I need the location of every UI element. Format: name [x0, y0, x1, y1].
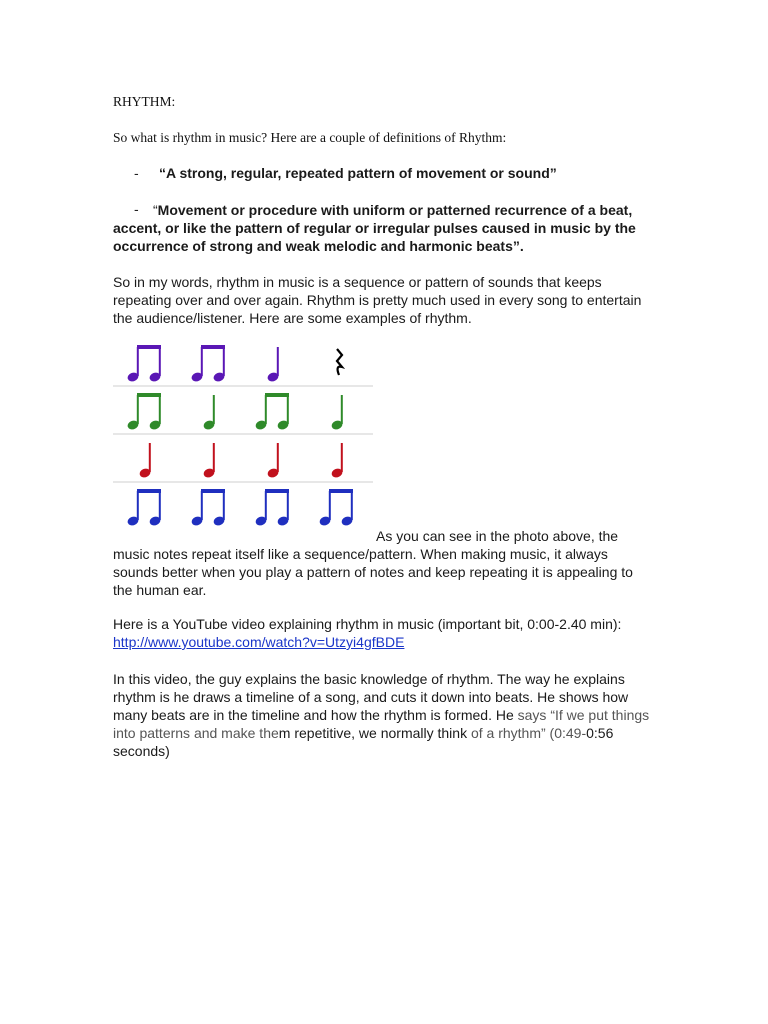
paragraph-youtube [113, 615, 653, 651]
quarter-note [330, 443, 343, 479]
note-beam [137, 393, 161, 397]
rhythm-row-4 [126, 489, 353, 527]
quarter-note [266, 347, 279, 383]
video-text: In this video, the guy explains the basic knowledge of rhythm. The way he explains rhythm is he draws a timeline of a song, and cuts it down into beats. He shows how many beats are in the timeline and how the rhythm is formed. He [113, 671, 629, 723]
note-beam [137, 345, 161, 349]
note-beam [201, 489, 225, 493]
quarter-rest [337, 349, 342, 375]
eighth-note-pair [126, 393, 161, 431]
paragraph-pattern: music notes repeat itself like a sequence/pattern. When making music, it always sounds better when you play a pattern of notes and keep repeating it is appealing to the human ear. [113, 546, 633, 598]
paragraph-my-words: So in my words, rhythm in music is a sequence or pattern of sounds that keeps repeating over and over again. Rhythm is pretty much used in every song to entertain the audience/listener. Here are some examples of rhythm. [113, 274, 642, 326]
intro-text: So what is rhythm in music? Here are a couple of definitions of Rhythm: [113, 130, 507, 145]
heading-rhythm: RHYTHM: [113, 94, 176, 109]
eighth-note-pair [254, 393, 289, 431]
quote-light: says “If we put things into patterns and make the [113, 707, 650, 741]
note-beam [265, 393, 289, 397]
eighth-note-pair [190, 345, 225, 383]
paragraph-video-explanation [113, 670, 653, 760]
quarter-note [138, 443, 151, 479]
youtube-link[interactable]: http://www.youtube.com/watch?v=Utzyi4gfBDE [113, 634, 405, 650]
quarter-note [202, 443, 215, 479]
rhythm-notation-image [113, 337, 375, 537]
bullet-dash-1: - [134, 165, 139, 181]
rhythm-row-3 [113, 443, 373, 482]
rhythm-row-2 [113, 393, 373, 434]
rhythm-row-1 [113, 345, 373, 386]
definition-1: “A strong, regular, repeated pattern of movement or sound” [159, 165, 557, 181]
quarter-note [266, 443, 279, 479]
eighth-note-pair [318, 489, 353, 527]
youtube-text: Here is a YouTube video explaining rhythm in music (important bit, 0:00-2.40 min): [113, 616, 622, 632]
quote-rest: m repetitive, we normally think [278, 725, 471, 741]
note-beam [201, 345, 225, 349]
definition-2 [113, 201, 653, 255]
tail-rest: 0:56 seconds) [113, 725, 614, 759]
quarter-note [330, 395, 343, 431]
eighth-note-pair [254, 489, 289, 527]
eighth-note-pair [126, 345, 161, 383]
note-beam [137, 489, 161, 493]
tail-light: of a rhythm” (0:49- [470, 725, 587, 741]
definition-2-open-quote: “ [153, 202, 158, 218]
definition-2-text: Movement or procedure with uniform or patterned recurrence of a beat, accent, or like the pattern of regular or irregular pulses caused in music by the occurrence of strong and weak melodic and harmonic beats”. [113, 202, 636, 254]
eighth-note-pair [126, 489, 161, 527]
image-caption-first-line: As you can see in the photo above, the [376, 528, 619, 544]
note-beam [329, 489, 353, 493]
note-beam [265, 489, 289, 493]
bullet-dash-2: - [134, 201, 139, 217]
eighth-note-pair [190, 489, 225, 527]
quarter-note [202, 395, 215, 431]
